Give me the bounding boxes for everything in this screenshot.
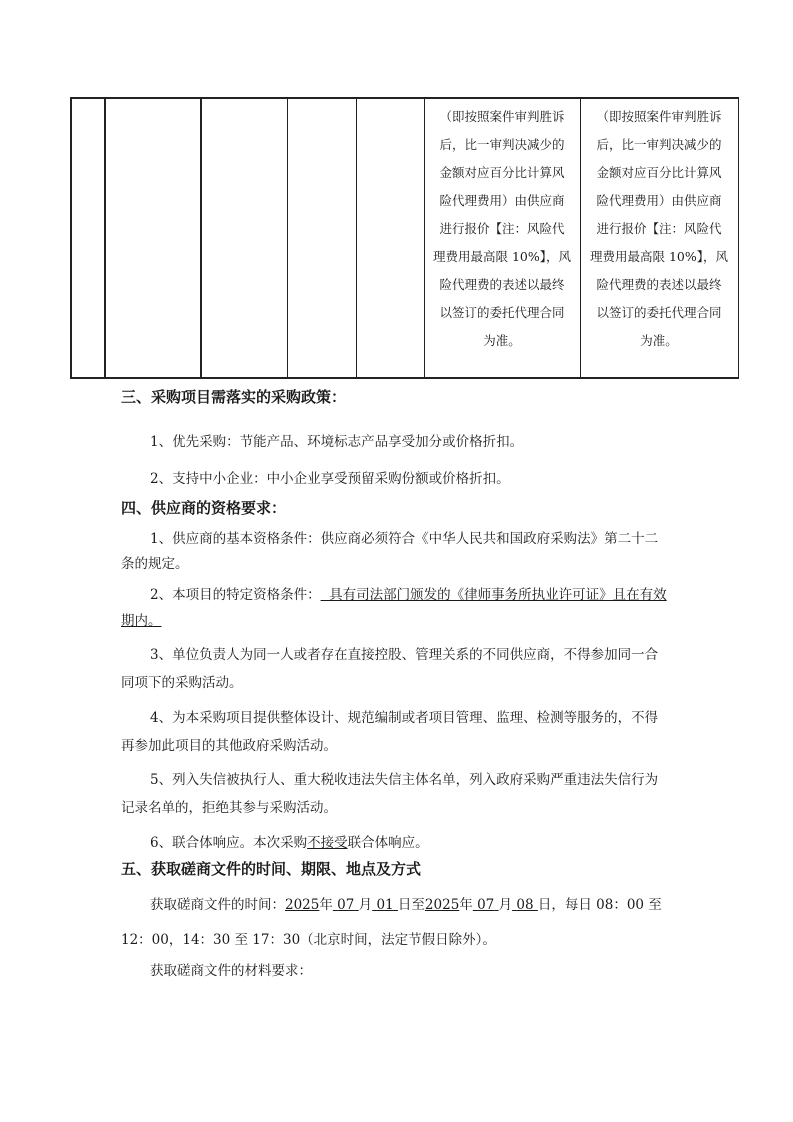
end-year: 2025 [424,897,460,913]
cell-line: 险代理费用）由供应商 [596,193,722,208]
cell-line: 险代理费的表述以最终 [596,277,722,292]
requirement-line: 1、供应商的基本资格条件：供应商必须符合《中华人民共和国政府采购法》第二十二 [150,531,659,547]
specific-qualification: 具有司法部门颁发的《律师事务所执业许可证》且在有效 [320,587,667,603]
cell-line: 险代理费的表述以最终 [439,277,565,292]
start-month-value: 07 [337,897,355,913]
cell-line: 理费用最高限 10%】，风 [589,249,728,264]
end-month [473,897,499,913]
cell-line: 进行报价【注：风险代 [596,221,722,236]
requirement-label: 2、本项目的特定资格条件： [150,587,321,603]
specific-qualification: 期内。 [121,613,162,629]
cell-line: 后，比一审判决减少的 [439,137,565,152]
cell-line: 以签订的委托代理合同 [439,305,565,320]
requirement-line: 条的规定。 [121,556,189,572]
cell-line: 金额对应百分比计算风 [439,165,565,180]
risk-fee-text [425,99,580,355]
start-day [372,897,398,913]
risk-fee-text [581,99,738,355]
end-day [512,897,538,913]
policy-item: 2、支持中小企业：中小企业享受预留采购份额或价格折扣。 [150,471,510,487]
acquisition-time-line [150,893,662,913]
time-label: 获取磋商文件的时间： [150,897,285,913]
section-heading: 三、采购项目需落实的采购政策： [121,388,347,406]
consortium-text: 6、联合体响应。本次采购 [150,835,308,851]
cell-line: 为准。 [483,333,521,348]
section-heading: 五、获取磋商文件的时间、期限、地点及方式 [121,860,422,878]
requirement-line: 同项下的采购活动。 [121,675,243,691]
requirement-line: 5、列入失信被执行人、重大税收违法失信主体名单，列入政府采购严重违法失信行为 [150,772,659,788]
table-cell-empty [71,98,105,378]
cell-line: （即按照案件审判胜诉 [596,109,722,124]
requirement-line [150,831,429,851]
requirement-line: 记录名单的，拒绝其参与采购活动。 [121,800,337,816]
table-cell-risk-fee [424,98,580,378]
unit-text: 年 [319,897,333,913]
cell-line: 为准。 [640,333,678,348]
start-month [333,897,359,913]
requirement-line: 4、为本采购项目提供整体设计、规范编制或者项目管理、监理、检测等服务的，不得 [150,710,659,726]
unit-text: 月 [358,897,373,913]
table-cell-empty [287,98,356,378]
end-month-value: 07 [477,897,495,913]
start-year: 2025 [285,897,320,913]
unit-text: 日至 [397,897,425,913]
cell-line: 以签订的委托代理合同 [596,305,722,320]
table-cell-risk-fee [580,98,738,378]
cell-line: 险代理费用）由供应商 [439,193,565,208]
continuation-table [70,97,739,379]
materials-label: 获取磋商文件的材料要求： [150,963,312,979]
consortium-decision: 不接受 [307,835,348,851]
requirement-line: 3、单位负责人为同一人或者存在直接控股、管理关系的不同供应商，不得参加同一合 [150,647,659,663]
section-heading: 四、供应商的资格要求： [121,499,287,517]
start-day-value: 01 [376,897,394,913]
unit-text: 月 [498,897,513,913]
requirement-line: 再参加此项目的其他政府采购活动。 [121,738,337,754]
requirement-line [150,583,667,603]
cell-line: 理费用最高限 10%】，风 [432,249,571,264]
cell-line: 金额对应百分比计算风 [596,165,722,180]
daily-hours-text: 日，每日 08：00 至 [537,897,662,913]
table-cell-empty [201,98,287,378]
table-cell-empty [356,98,424,378]
policy-item: 1、优先采购：节能产品、环境标志产品享受加分或价格折扣。 [150,434,524,450]
table-cell-empty [105,98,201,378]
acquisition-time-line: 12：00，14：30 至 17：30（北京时间，法定节假日除外）。 [121,932,496,948]
cell-line: （即按照案件审判胜诉 [439,109,565,124]
consortium-text: 联合体响应。 [347,835,429,851]
unit-text: 年 [459,897,473,913]
end-day-value: 08 [516,897,534,913]
cell-line: 后，比一审判决减少的 [596,137,722,152]
table-row [71,98,738,378]
cell-line: 进行报价【注：风险代 [439,221,565,236]
